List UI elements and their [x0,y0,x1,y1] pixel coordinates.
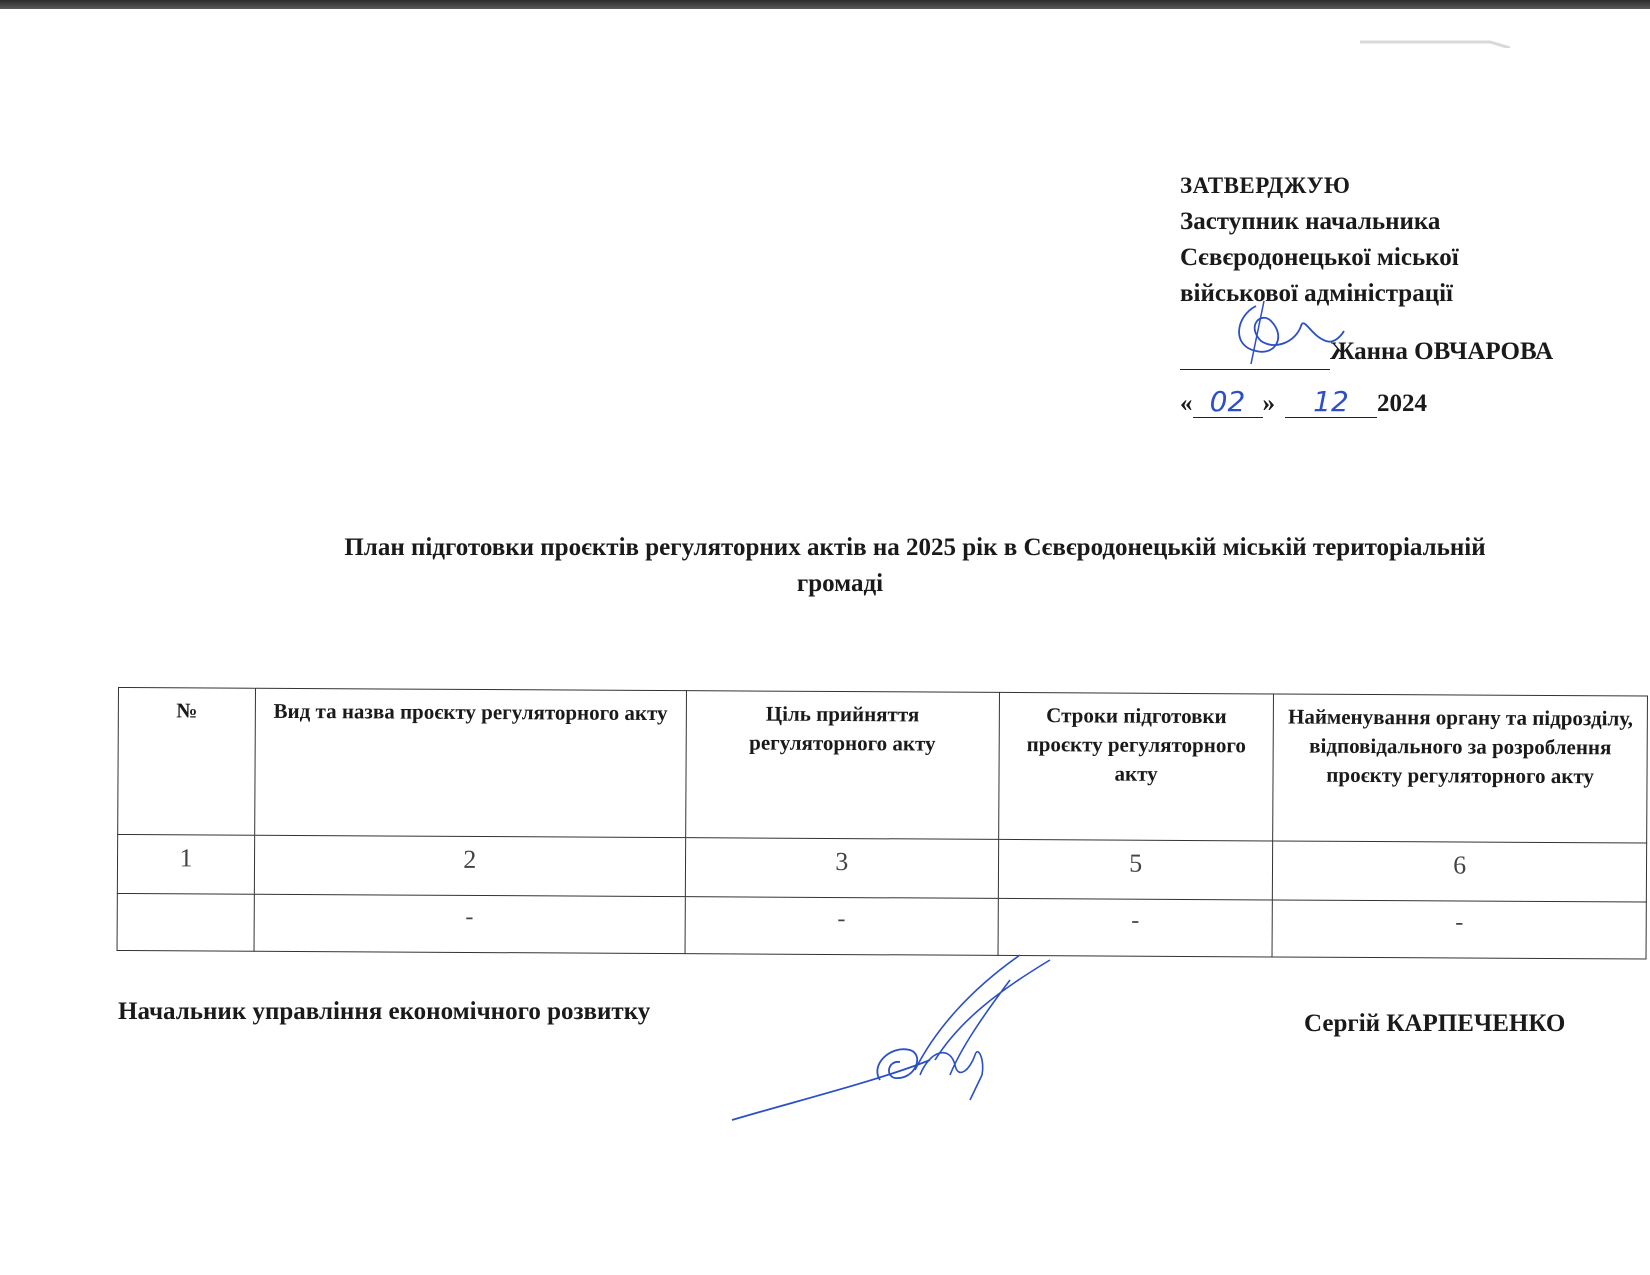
plan-table [117,687,1648,960]
date-day: 02 [1193,387,1263,418]
table-cell: - [254,894,685,953]
header-deadlines: Строки підготовки проєкту регуляторного акту [999,692,1274,841]
approver-position-line3: військової адміністрації [1180,280,1453,307]
header-act-name: Вид та назва проєкту регуляторного акту [255,688,686,837]
approver-position-line2: Сєвєродонецької міської [1180,244,1459,271]
signatory-signature [720,950,1100,1130]
date-close-quote: » [1262,390,1275,417]
scan-top-edge [0,0,1650,9]
table-header-row [118,688,1648,844]
table-cell [117,893,254,951]
approver-name: Жанна ОВЧАРОВА [1330,338,1554,365]
header-responsible-body: Найменування органу та підрозділу, відповідального за розроблення проєкту регуляторного акту [1273,694,1648,843]
approver-position-line1: Заступник начальника [1180,208,1441,235]
table-cell: 3 [685,838,999,899]
document-title-line2: громаді [796,570,884,597]
scan-smudge [1360,36,1510,48]
header-act-purpose: Ціль прийняття регуляторного акту [685,691,999,840]
date-open-quote: « [1180,390,1193,417]
table-row [117,835,1646,903]
document-title [230,530,1600,602]
table-cell: 1 [117,835,254,895]
approval-date [1180,386,1620,422]
table-cell: - [1272,900,1646,959]
table-cell: 2 [254,835,685,896]
table-cell: - [998,898,1273,957]
date-year: 2024 [1377,390,1427,417]
approval-heading: ЗАТВЕРДЖУЮ [1180,173,1351,198]
signatory-name: Сергій КАРПЕЧЕНКО [1304,1010,1566,1037]
table-cell: 6 [1273,841,1647,902]
table-cell: 5 [998,839,1273,900]
approval-block [1180,168,1620,422]
signatory-position: Начальник управління економічного розвитку [118,998,651,1025]
header-number: № [118,688,256,836]
document-title-line1: План підготовки проєктів регуляторних актів на 2025 рік в Сєвєродонецькій міській територіальній [344,534,1486,561]
approver-signature [1216,296,1346,366]
date-month: 12 [1285,387,1377,418]
table-cell: - [685,897,999,956]
approver-signature-line [1180,334,1620,374]
